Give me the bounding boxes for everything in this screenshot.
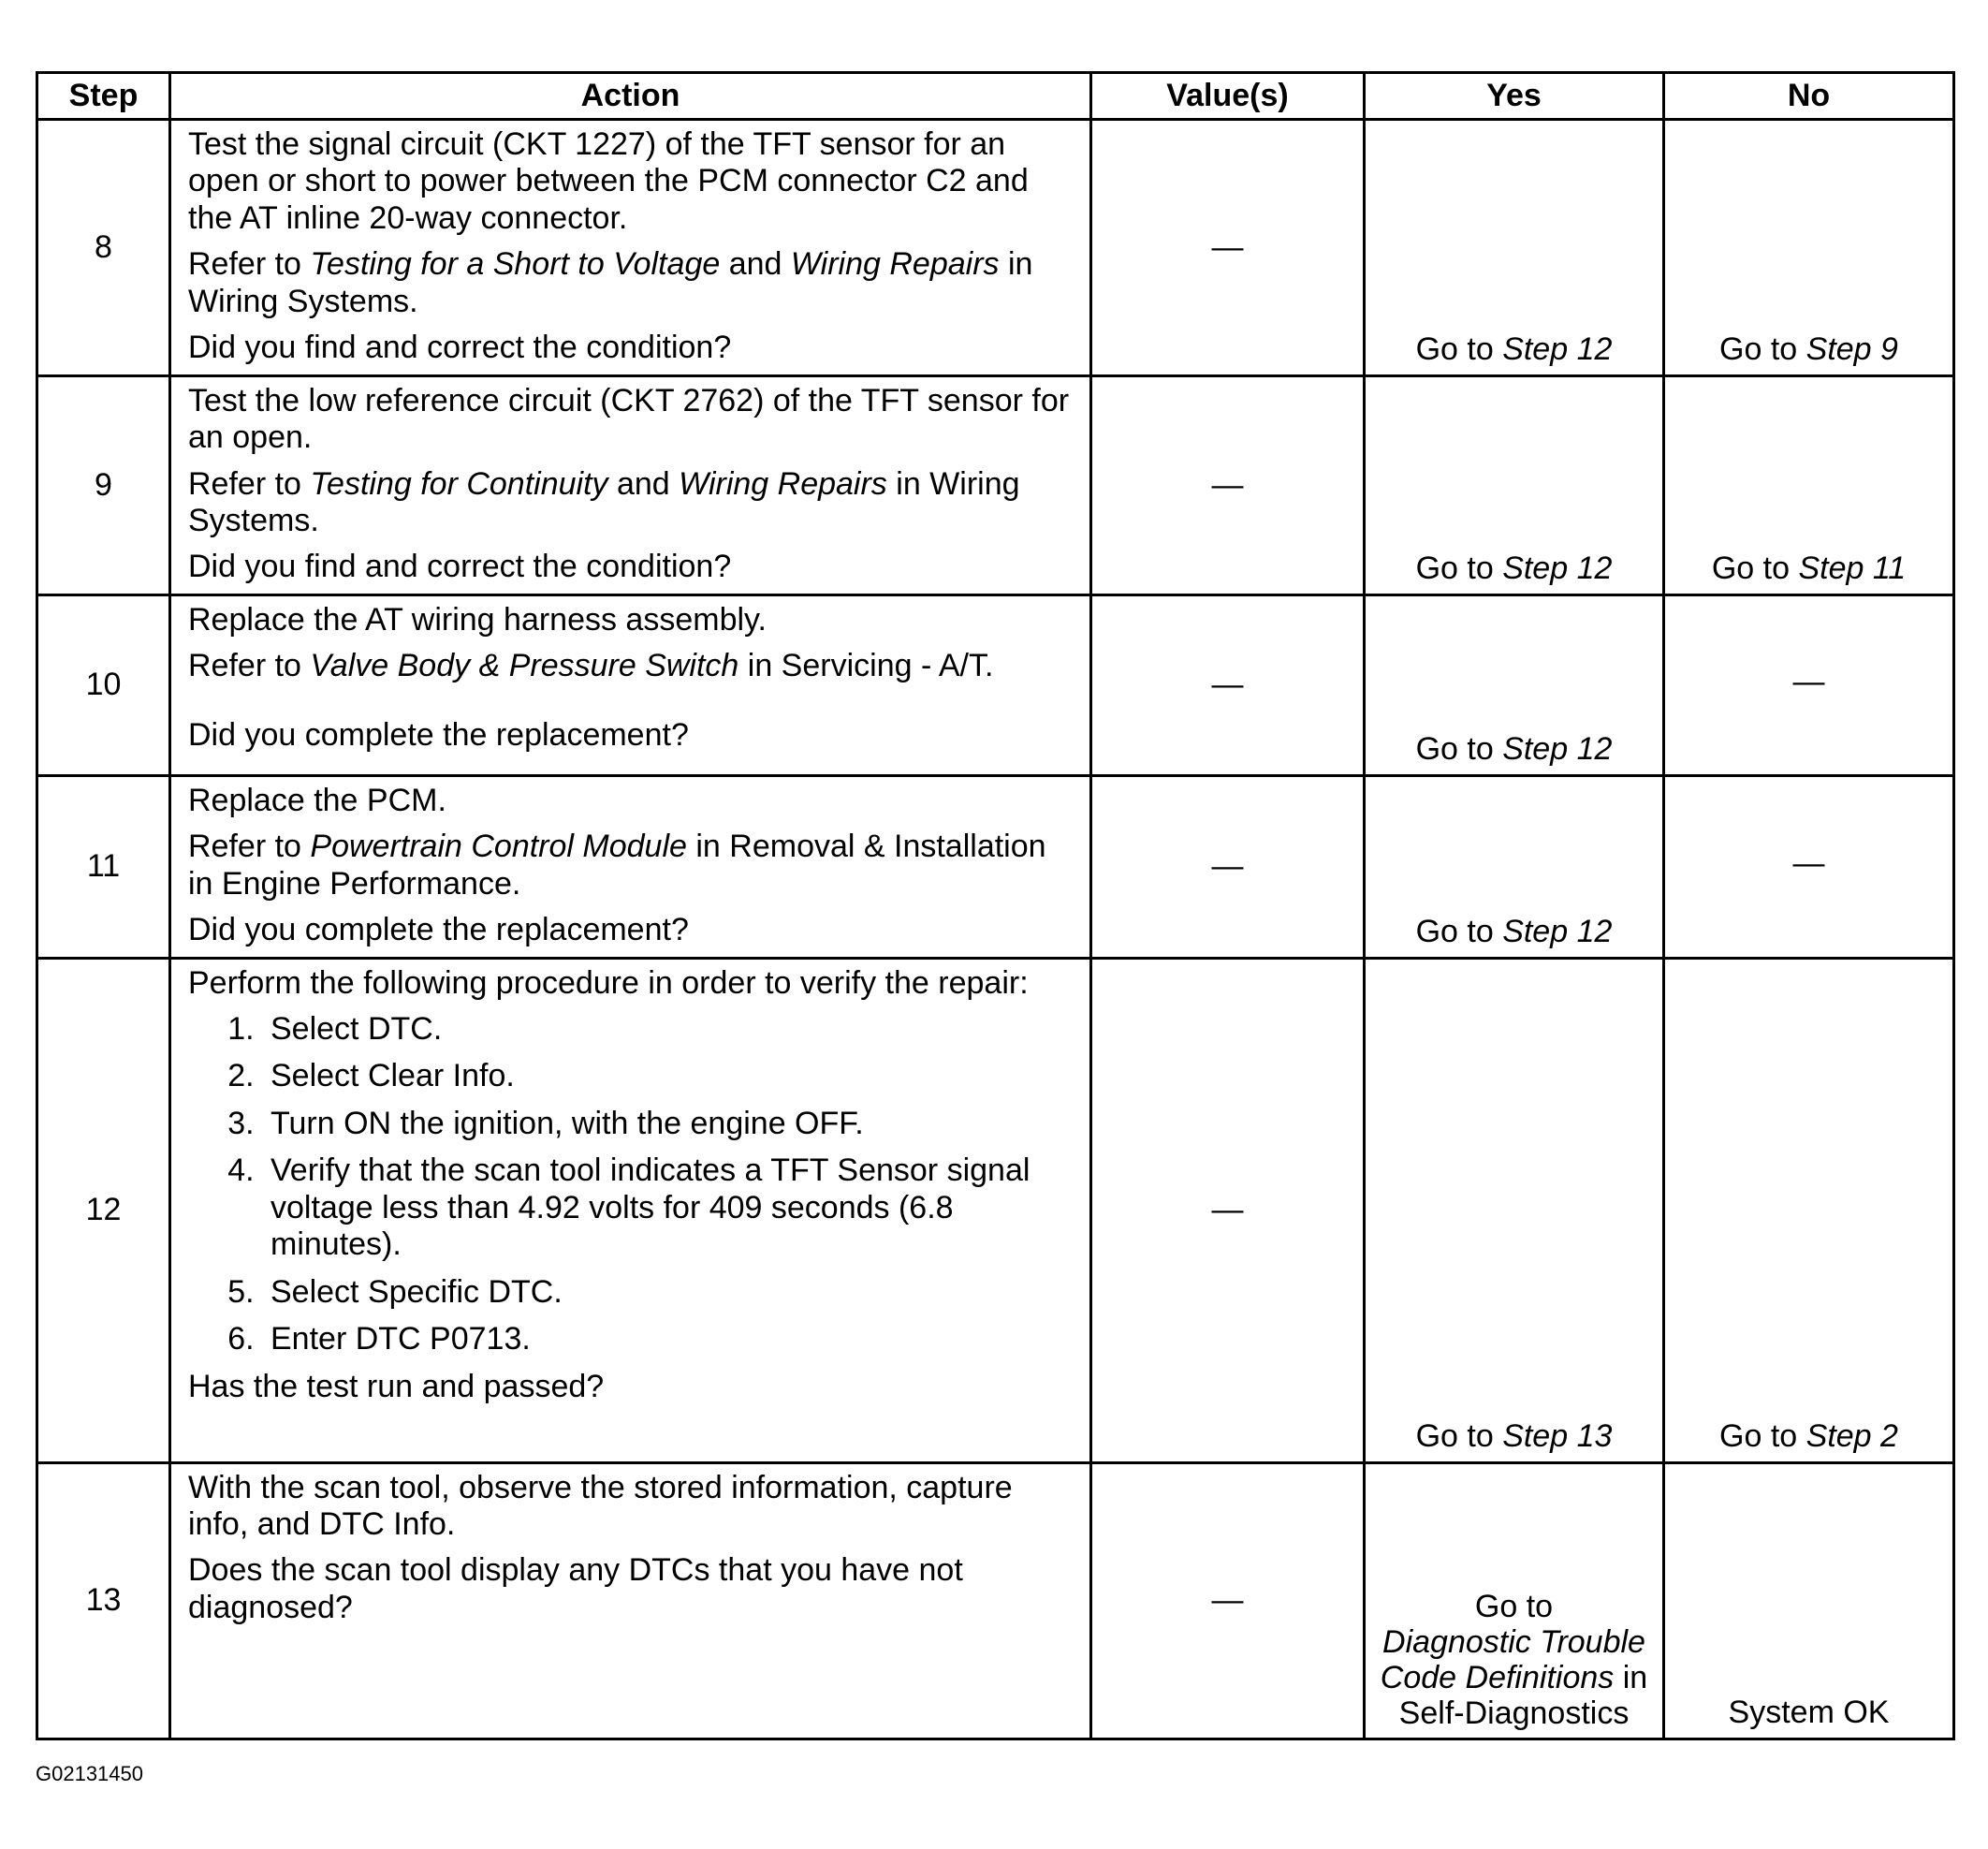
- header-row: [37, 73, 1954, 120]
- goto-text: Go to: [1474, 1589, 1554, 1625]
- value-cell: —: [1091, 775, 1365, 958]
- goto-step: Step 2: [1805, 1418, 1898, 1455]
- list-item: 1. Select DTC.: [263, 1011, 1076, 1048]
- reference-link: Testing for a Short to Voltage: [310, 246, 721, 283]
- reference-link: Diagnostic Trouble Code Definitions: [1380, 1624, 1645, 1696]
- action-text: Test the signal circuit (CKT 1227) of the TFT sensor for an open or short to power between the PCM connector C2 and the AT inline 20-way connector.: [188, 126, 1029, 236]
- goto-step: Step 12: [1502, 550, 1613, 587]
- action-cell: [170, 594, 1091, 775]
- value-cell: —: [1091, 120, 1365, 376]
- list-item: 3. Turn ON the ignition, with the engine OFF.: [263, 1106, 1076, 1142]
- list-item: 6. Enter DTC P0713.: [263, 1321, 1076, 1357]
- no-cell: —: [1664, 775, 1954, 958]
- header-action: Action: [170, 73, 1091, 120]
- goto-step: Step 12: [1502, 914, 1613, 950]
- yes-cell: Go to Step 12: [1365, 375, 1664, 594]
- yes-cell: Go to Step 12: [1365, 120, 1664, 376]
- header-values: Value(s): [1091, 73, 1365, 120]
- yes-cell: Go to Step 13: [1365, 958, 1664, 1462]
- reference-link: Powertrain Control Module: [310, 829, 687, 865]
- action-question: Did you complete the replacement?: [188, 912, 689, 948]
- list-item: 4. Verify that the scan tool indicates a TFT Sensor signal voltage less than 4.92 volts for 409 seconds (6.8 minutes).: [263, 1152, 1076, 1263]
- yes-cell: [1365, 1462, 1664, 1739]
- table-row: [37, 594, 1954, 775]
- step-number: 13: [37, 1462, 170, 1739]
- diagnostic-table: [36, 71, 1955, 1740]
- table-row: [37, 775, 1954, 958]
- procedure-list: [188, 1011, 1076, 1358]
- no-cell: Go to Step 9: [1664, 120, 1954, 376]
- action-question: Has the test run and passed?: [188, 1368, 605, 1404]
- action-question: Did you find and correct the condition?: [188, 549, 732, 585]
- table-row: [37, 375, 1954, 594]
- header-no: No: [1664, 73, 1954, 120]
- reference-link: Wiring Repairs: [679, 465, 887, 502]
- action-question: Did you complete the replacement?: [188, 716, 689, 753]
- value-cell: —: [1091, 1462, 1365, 1739]
- table-row: [37, 120, 1954, 376]
- action-cell: [170, 120, 1091, 376]
- action-text: Replace the AT wiring harness assembly.: [188, 601, 767, 638]
- action-reference: Refer to Testing for a Short to Voltage and Wiring Repairs in Wiring Systems.: [188, 246, 1033, 319]
- no-cell: —: [1664, 594, 1954, 775]
- no-cell: System OK: [1664, 1462, 1954, 1739]
- value-cell: —: [1091, 375, 1365, 594]
- action-text: With the scan tool, observe the stored information, capture info, and DTC Info.: [188, 1469, 1013, 1542]
- action-cell: [170, 1462, 1091, 1739]
- goto-step: Step 13: [1502, 1418, 1613, 1455]
- list-item: 5. Select Specific DTC.: [263, 1274, 1076, 1311]
- goto-text: in Self-Diagnostics: [1398, 1660, 1648, 1732]
- goto-step: Step 9: [1805, 331, 1898, 368]
- no-cell: Go to Step 2: [1664, 958, 1954, 1462]
- goto-step: Step 12: [1502, 731, 1613, 768]
- action-question: Does the scan tool display any DTCs that you have not diagnosed?: [188, 1552, 963, 1625]
- step-number: 11: [37, 775, 170, 958]
- action-question: Did you find and correct the condition?: [188, 330, 732, 366]
- value-cell: —: [1091, 594, 1365, 775]
- action-text: Perform the following procedure in order to verify the repair:: [188, 964, 1029, 1001]
- step-number: 8: [37, 120, 170, 376]
- yes-cell: Go to Step 12: [1365, 594, 1664, 775]
- step-number: 10: [37, 594, 170, 775]
- no-cell: Go to Step 11: [1664, 375, 1954, 594]
- table-row: [37, 958, 1954, 1462]
- header-yes: Yes: [1365, 73, 1664, 120]
- reference-link: Testing for Continuity: [310, 465, 608, 502]
- step-number: 12: [37, 958, 170, 1462]
- list-item: 2. Select Clear Info.: [263, 1058, 1076, 1094]
- reference-link: Wiring Repairs: [790, 246, 1000, 283]
- table-row: [37, 1462, 1954, 1739]
- action-cell: [170, 775, 1091, 958]
- value-cell: —: [1091, 958, 1365, 1462]
- action-cell: [170, 375, 1091, 594]
- goto-step: Step 11: [1798, 550, 1907, 587]
- action-reference: Refer to Valve Body & Pressure Switch in Servicing - A/T.: [188, 648, 994, 684]
- figure-code: G02131450: [36, 1762, 143, 1785]
- header-step: Step: [37, 73, 170, 120]
- action-reference: Refer to Powertrain Control Module in Removal & Installation in Engine Performance.: [188, 829, 1046, 902]
- goto-step: Step 12: [1502, 331, 1613, 368]
- action-cell: [170, 958, 1091, 1462]
- reference-link: Valve Body & Pressure Switch: [310, 648, 739, 684]
- step-number: 9: [37, 375, 170, 594]
- yes-cell: Go to Step 12: [1365, 775, 1664, 958]
- action-text: Replace the PCM.: [188, 782, 446, 818]
- action-reference: Refer to Testing for Continuity and Wiring Repairs in Wiring Systems.: [188, 465, 1020, 538]
- action-text: Test the low reference circuit (CKT 2762) of the TFT sensor for an open.: [188, 382, 1070, 456]
